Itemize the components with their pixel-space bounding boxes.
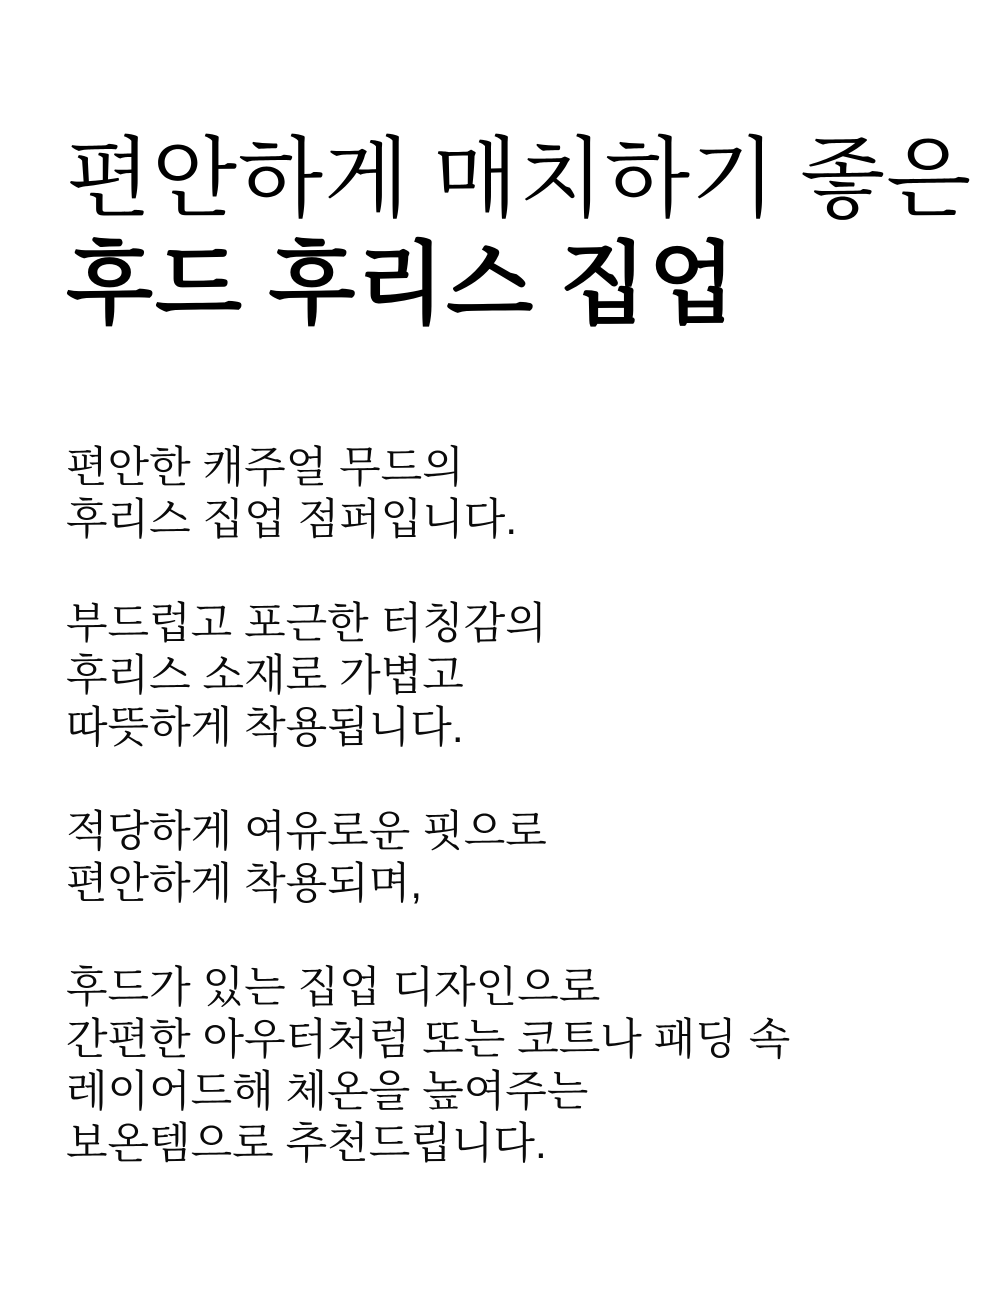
description-paragraph: 적당하게 여유로운 핏으로 편안하게 착용되며, — [66, 808, 547, 908]
description-paragraph: 편안한 캐주얼 무드의 후리스 집업 점퍼입니다. — [66, 444, 518, 544]
product-title — [66, 128, 973, 338]
description-paragraph: 후드가 있는 집업 디자인으로 간편한 아우터처럼 또는 코트나 패딩 속 레이어드해 체온을 높여주는 보온템으로 추천드립니다. — [66, 964, 791, 1168]
product-title-line-1: 편안하게 매치하기 좋은 — [66, 132, 973, 229]
description-paragraph: 부드럽고 포근한 터칭감의 후리스 소재로 가볍고 따뜻하게 착용됩니다. — [66, 600, 547, 752]
product-description — [66, 442, 960, 1170]
product-title-line-2: 후드 후리스 집업 — [66, 236, 738, 335]
